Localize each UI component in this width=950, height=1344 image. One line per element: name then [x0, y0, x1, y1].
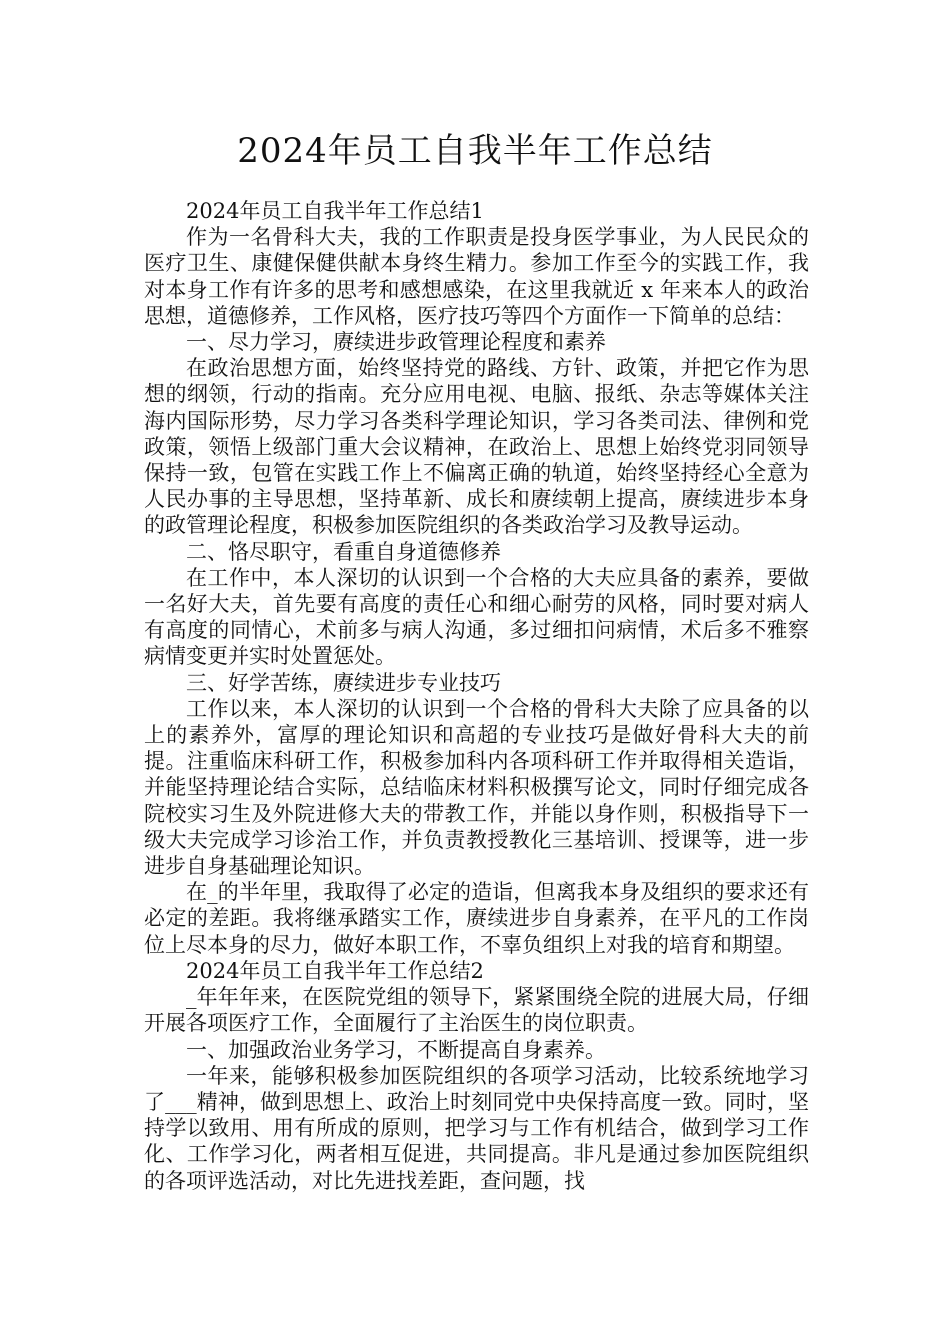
paragraph-skills: 工作以来，本人深切的认识到一个合格的骨科大夫除了应具备的以上的素养外，富厚的理论知识和高超的专业技巧是做好骨科大夫的前提。注重临床科研工作，积极参加科内各项科研工作并取得相关造诣，并能坚持理论结合实际，总结临床材料积极撰写论文，同时仔细完成各院校实习生及外院进修大夫的带教工作，并能以身作则，积极指导下一级大夫完成学习诊治工作，并负责教授教化三基培训、授课等，进一步进步自身基础理论知识。 [144, 696, 809, 879]
paragraph-conclusion: 在_的半年里，我取得了必定的造诣，但离我本身及组织的要求还有必定的差距。我将继承踏实工作，赓续进步自身素养，在平凡的工作岗位上尽本身的尽力，做好本职工作，不辜负组织上对我的培育和期望。 [144, 880, 809, 957]
section-heading-1: 2024年员工自我半年工作总结1 [186, 199, 484, 223]
document-body [144, 198, 809, 1194]
subheading-1: 一、尽力学习，赓续进步政管理论程度和素养 [186, 330, 606, 355]
paragraph-ethics: 在工作中，本人深切的认识到一个合格的大夫应具备的素养，要做一名好大夫，首先要有高度的责任心和细心耐劳的风格，同时要对病人有高度的同情心，术前多与病人沟通，多过细扣问病情，术后多不雅察病情变更并实时处置惩处。 [144, 565, 809, 669]
subheading-2-1: 一、加强政治业务学习，不断提高自身素养。 [186, 1037, 606, 1062]
section-heading-2: 2024年员工自我半年工作总结2 [186, 958, 484, 983]
paragraph-overview-2: _年年年来，在医院党组的领导下，紧紧围绕全院的进展大局，仔细开展各项医疗工作，全面履行了主治医生的岗位职责。 [144, 985, 809, 1036]
paragraph-intro: 作为一名骨科大夫，我的工作职责是投身医学事业，为人民民众的医疗卫生、康健保健供献本身终生精力。参加工作至今的实践工作，我对本身工作有许多的思考和感想感染，在这里我就近 x 年来本人的政治思想，道德修养，工作风格，医疗技巧等四个方面作一下简单的总结： [144, 225, 809, 328]
subheading-3: 三、好学苦练，赓续进步专业技巧 [186, 670, 501, 695]
subheading-2: 二、恪尽职守，看重自身道德修养 [186, 539, 501, 564]
paragraph-politics: 在政治思想方面，始终坚持党的路线、方针、政策，并把它作为思想的纲领，行动的指南。充分应用电视、电脑、报纸、杂志等媒体关注海内国际形势，尽力学习各类科学理论知识，学习各类司法、律例和党政策，领悟上级部门重大会议精神，在政治上、思想上始终党羽同领导保持一致，包管在实践工作上不偏离正确的轨道，始终坚持经心全意为人民办事的主导思想，坚持革新、成长和赓续朝上提高，赓续进步本身的政管理论程度，积极参加医院组织的各类政治学习及教导运动。 [144, 356, 809, 538]
paragraph-study: 一年来，能够积极参加医院组织的各项学习活动，比较系统地学习了___精神，做到思想上、政治上时刻同党中央保持高度一致。同时，坚持学以致用、用有所成的原则，把学习与工作有机结合，做到学习工作化、工作学习化，两者相互促进，共同提高。非凡是通过参加医院组织的各项评选活动，对比先进找差距，查问题，找 [144, 1063, 809, 1193]
document-title: 2024年员工自我半年工作总结 [237, 131, 713, 171]
